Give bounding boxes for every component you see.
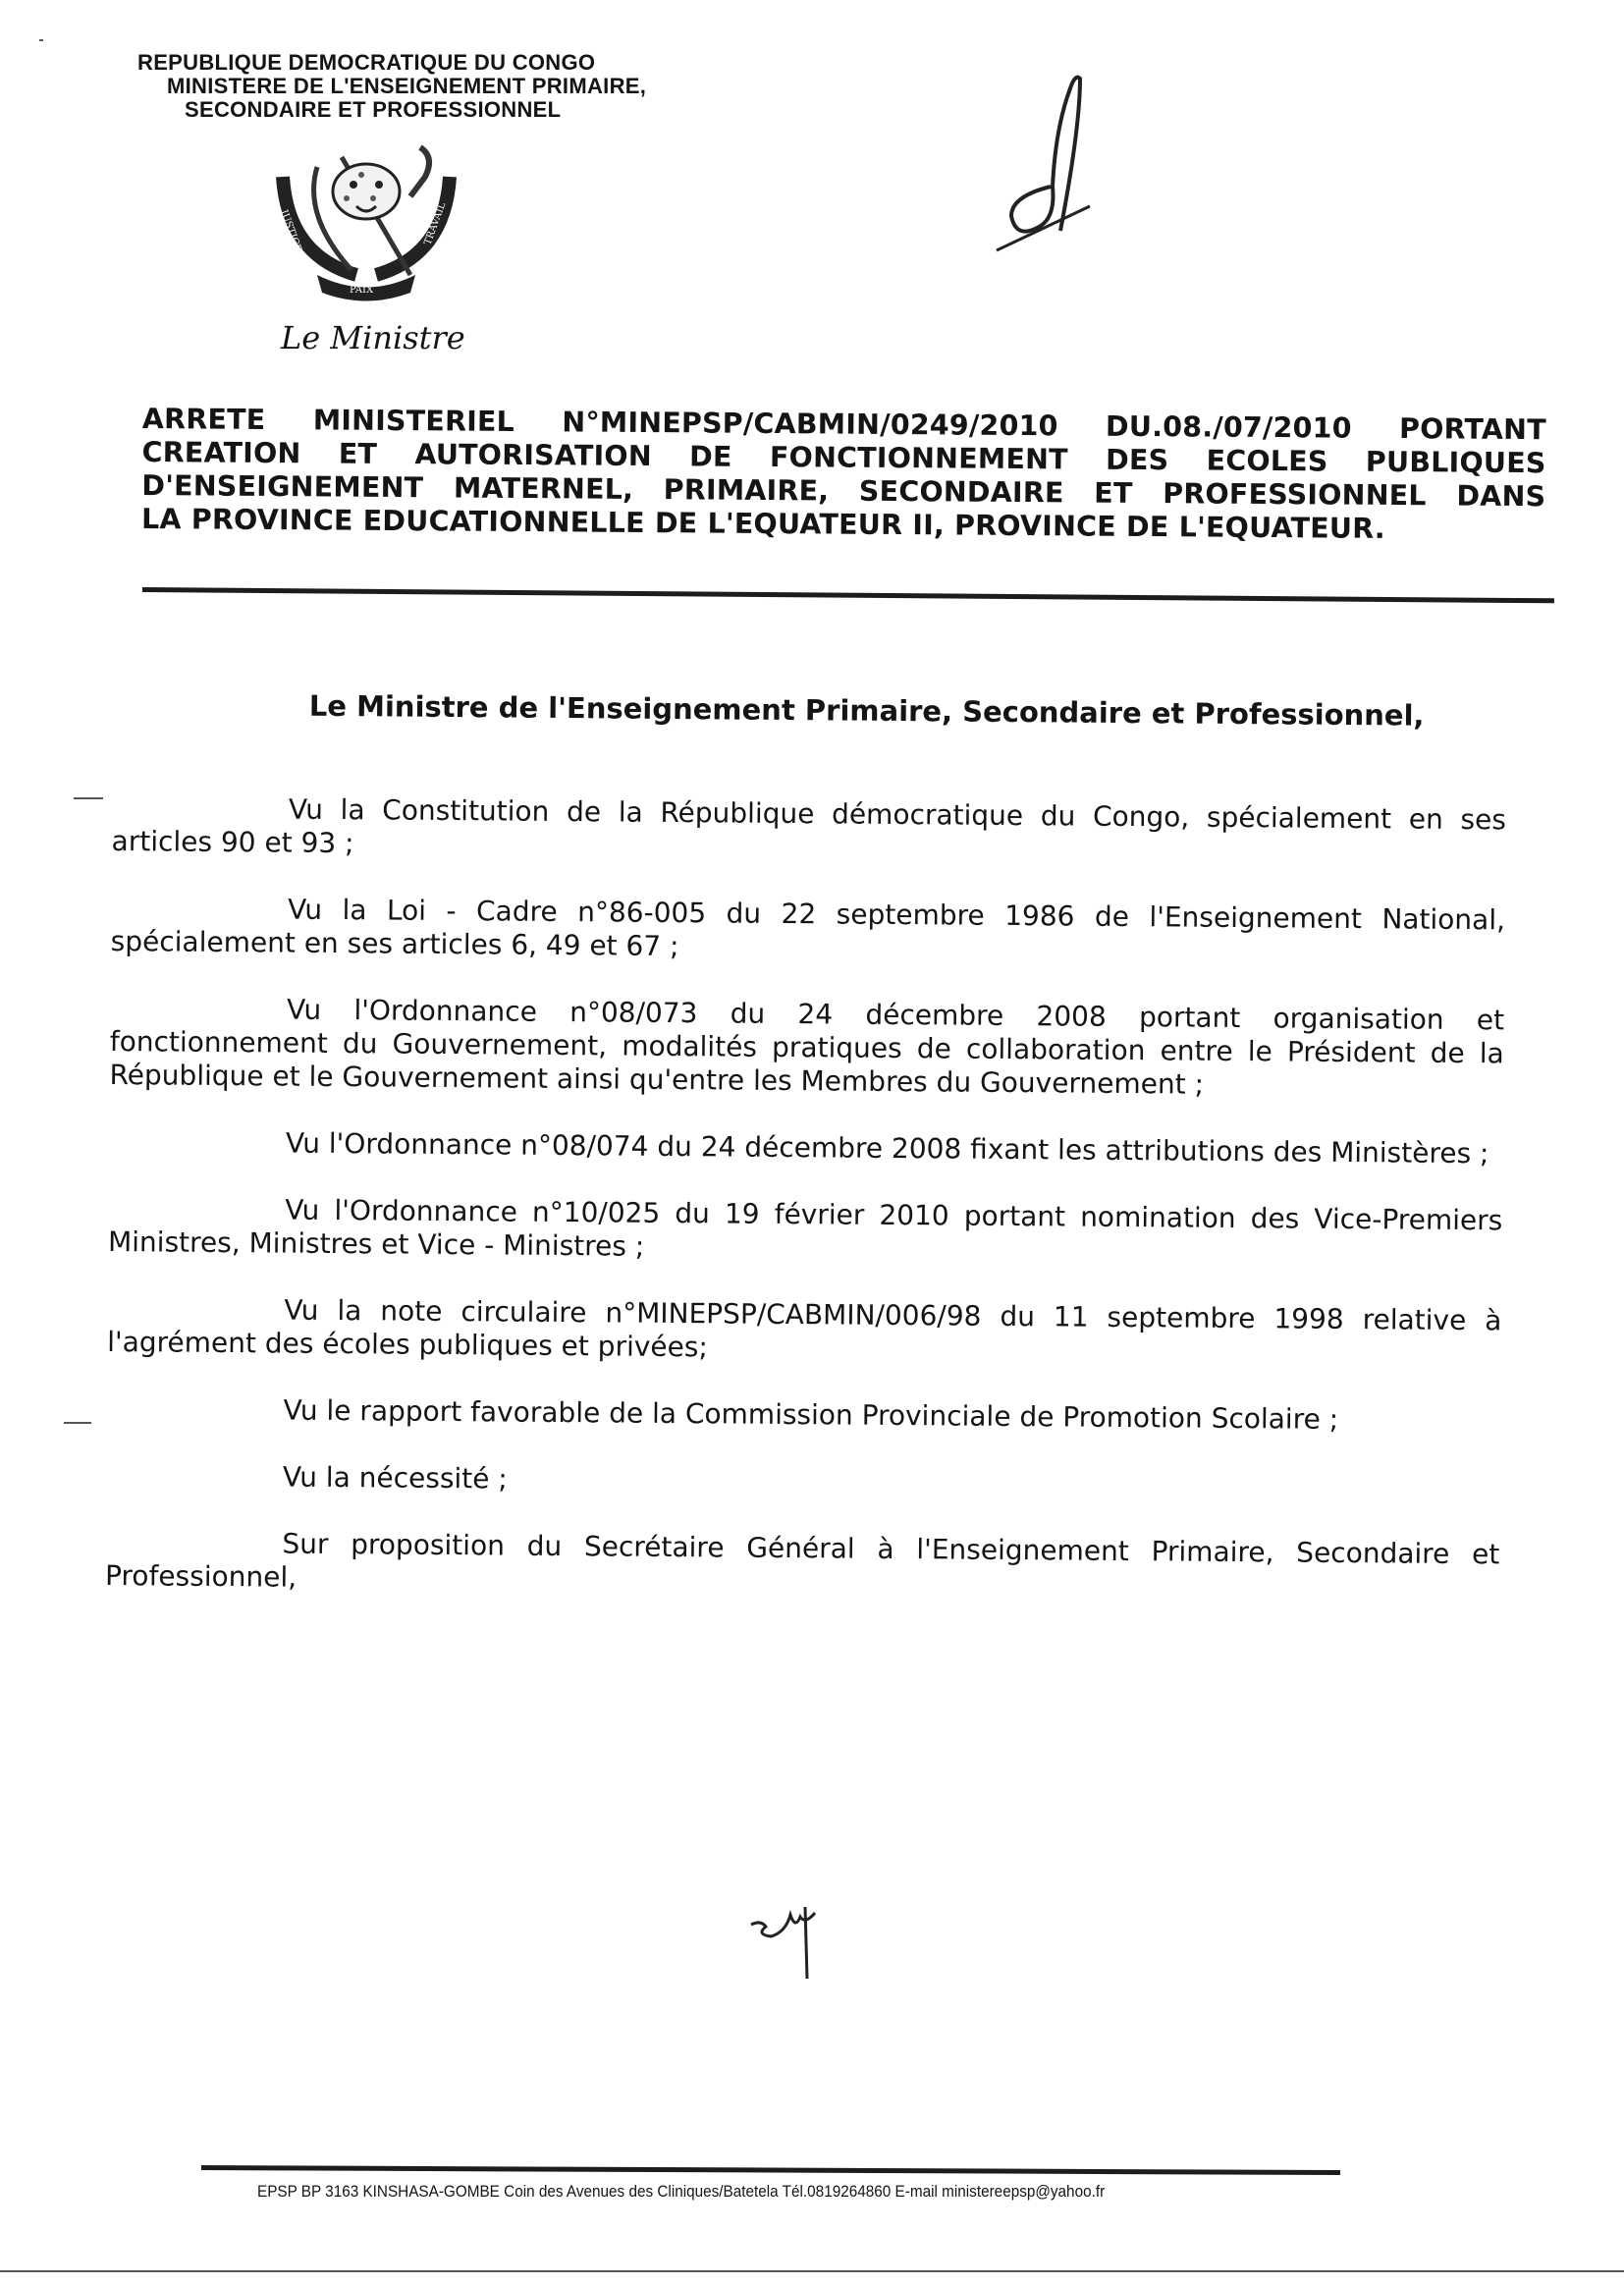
recital-paragraph: Vu la nécessité ; [282,1460,508,1496]
recital-paragraph: Vu la Loi - Cadre n°86-005 du 22 septembre 1986 de l'Enseignement National, spécialement en ses articles 6, 49 et 67 ; [110,893,1506,963]
scan-mark [74,797,103,799]
title-line: CREATION ET AUTORISATION DE FONCTIONNEMENT DES ECOLES PUBLIQUES [141,435,1546,480]
title-line: LA PROVINCE EDUCATIONNELLE DE L'EQUATEUR II, PROVINCE DE L'EQUATEUR. [140,502,1386,545]
letterhead [118,51,727,122]
scan-edge-line [0,2270,1624,2272]
title-underline [142,587,1554,603]
footer-address: EPSP BP 3163 KINSHASA-GOMBE Coin des Avenues des Cliniques/Batetela Tél.0819264860 E-mail ministereepsp@yahoo.fr [257,2182,1106,2201]
letterhead-ministry: MINISTERE DE L'ENSEIGNEMENT PRIMAIRE, [167,74,647,98]
recital-paragraph: Vu l'Ordonnance n°10/025 du 19 février 2010 portant nomination des Vice-Premiers Ministres, Ministres et Vice - Ministres ; [107,1193,1503,1263]
coat-of-arms-icon [263,137,469,304]
svg-text:PAIX: PAIX [350,285,374,296]
svg-text:JUSTICE: JUSTICE [278,208,303,254]
scan-mark [64,1422,91,1424]
body-heading: Le Ministre de l'Enseignement Primaire, Secondaire et Professionnel, [308,688,1425,733]
decree-body [105,687,1507,1638]
title-line: D'ENSEIGNEMENT MATERNEL, PRIMAIRE, SECONDAIRE ET PROFESSIONNEL DANS [141,468,1546,514]
scan-speck [39,39,43,41]
letterhead-country: REPUBLIQUE DEMOCRATIQUE DU CONGO [137,50,596,75]
minister-title: Le Ministre [281,319,465,356]
recital-paragraph: Vu la note circulaire n°MINEPSP/CABMIN/006/98 du 11 septembre 1998 relative à l'agrément des écoles publiques et privées; [107,1293,1502,1364]
recital-paragraph: Vu l'Ordonnance n°08/073 du 24 décembre 2008 portant organisation et fonctionnement du Gouvernement, modalités pratiques de collaboration entre le Président de la République et le Gouvernement ainsi qu'entre les Membres du Gouvernement ; [109,993,1505,1101]
handwritten-initials [746,1895,835,1984]
footer-rule [201,2165,1340,2175]
svg-text:TRAVAIL: TRAVAIL [422,200,449,247]
decree-title [141,403,1546,547]
title-line: ARRETE MINISTERIEL N°MINEPSP/CABMIN/0249/2010 DU.08./07/2010 PORTANT [141,403,1546,447]
recital-paragraph: Vu l'Ordonnance n°08/074 du 24 décembre 2008 fixant les attributions des Ministères ; [285,1126,1489,1170]
recital-paragraph: Sur proposition du Secrétaire Général à l'Enseignement Primaire, Secondaire et Professionnel, [104,1527,1500,1594]
letterhead-ministry-cont: SECONDAIRE ET PROFESSIONNEL [185,97,562,122]
handwritten-d-mark [982,69,1110,265]
recital-paragraph: Vu la Constitution de la République démocratique du Congo, spécialement en ses articles 90 et 93 ; [111,792,1507,860]
recital-paragraph: Vu le rapport favorable de la Commission Provinciale de Promotion Scolaire ; [283,1393,1339,1436]
